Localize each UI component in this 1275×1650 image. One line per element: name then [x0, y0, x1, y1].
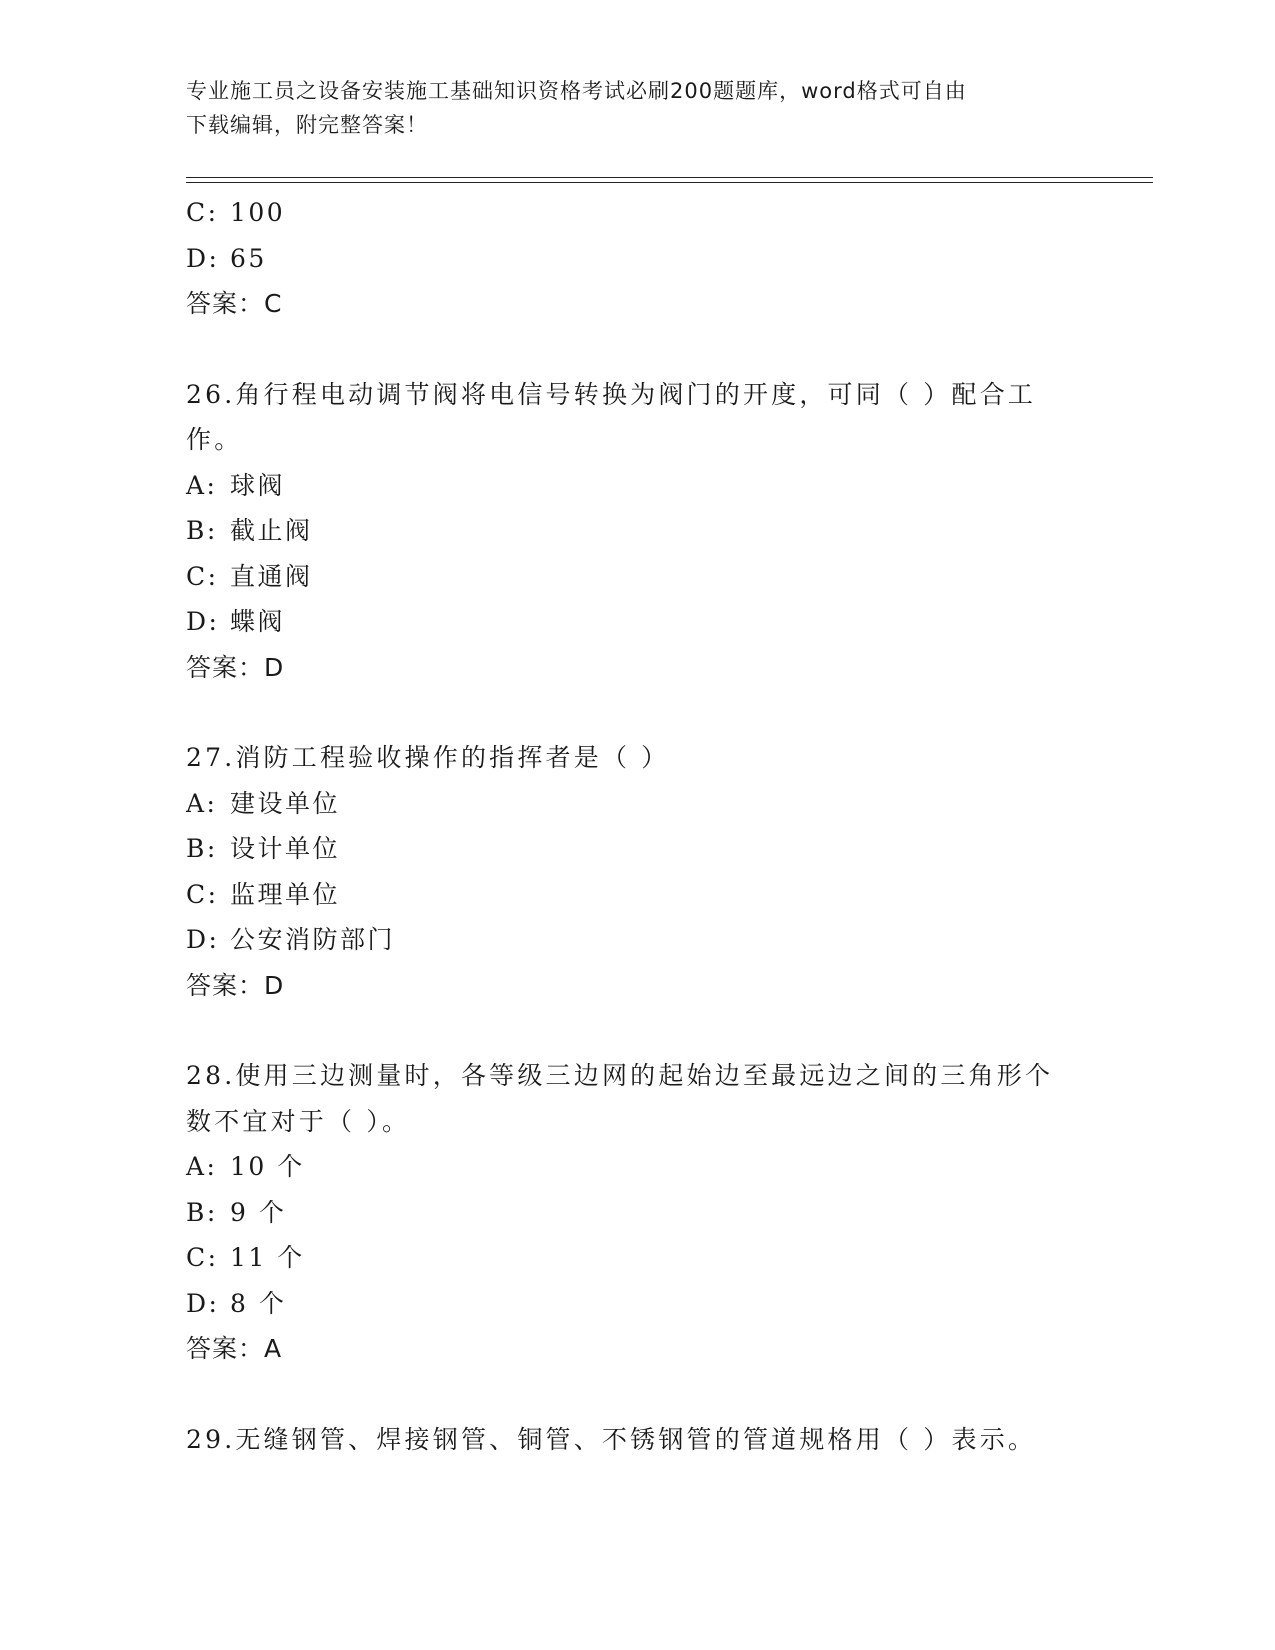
option-text: 建设单位 [230, 788, 341, 818]
question-stem [186, 1417, 1066, 1463]
option-a [186, 463, 1086, 509]
question-27 [186, 735, 1086, 1008]
stem-line-1: 29.无缝钢管、焊接钢管、铜管、不锈钢管的管道规格用（ ）表示。 [186, 1424, 1037, 1454]
question-stem [186, 735, 1066, 781]
option-d [186, 1281, 1086, 1327]
option-d [186, 917, 1086, 963]
option-text: 设计单位 [230, 834, 341, 863]
stem-line-2: 作。 [186, 425, 243, 454]
option-text: 公安消防部门 [230, 925, 396, 954]
option-label: D: [186, 607, 220, 636]
option-label: A: [186, 788, 218, 818]
option-text: 8 个 [230, 1288, 287, 1318]
option-label: C: [186, 561, 219, 591]
spacer [186, 690, 1086, 735]
answer-line: 答案：D [186, 652, 285, 682]
stem-line-1: 26.角行程电动调节阀将电信号转换为阀门的开度，可同（ ）配合工 [186, 379, 1037, 409]
option-a [186, 781, 1086, 827]
document-header [186, 74, 1066, 142]
option-text: 65 [230, 243, 267, 273]
option-c [186, 190, 1086, 236]
prev-question [186, 190, 1086, 327]
header-rule-top [186, 177, 1153, 178]
option-b [186, 826, 1086, 872]
option-text: 9 个 [230, 1197, 287, 1227]
stem-line-1: 28.使用三边测量时，各等级三边网的起始边至最远边之间的三角形个 [186, 1061, 1054, 1090]
question-stem [186, 1053, 1066, 1144]
spacer [186, 327, 1086, 372]
question-stem [186, 372, 1066, 463]
question-list [186, 190, 1086, 1462]
option-text: 直通阀 [230, 561, 313, 591]
option-label: D: [186, 925, 220, 954]
answer-line: 答案：A [186, 1334, 283, 1363]
option-d [186, 236, 1086, 282]
option-b [186, 1190, 1086, 1236]
option-label: C: [186, 879, 219, 909]
option-text: 蝶阀 [230, 607, 286, 636]
option-text: 监理单位 [230, 879, 341, 909]
option-c [186, 554, 1086, 600]
option-text: 10 个 [230, 1152, 305, 1181]
option-text: 100 [230, 198, 286, 227]
question-26 [186, 372, 1086, 691]
option-c [186, 1235, 1086, 1281]
option-label: B: [186, 1197, 218, 1227]
answer-line: 答案：C [186, 289, 283, 318]
answer-line: 答案：D [186, 970, 285, 1000]
option-label: C: [186, 1243, 219, 1272]
option-label: B: [186, 834, 218, 863]
option-text: 11 个 [230, 1243, 305, 1272]
option-label: B: [186, 516, 218, 545]
stem-line-2: 数不宜对于（ ）。 [186, 1106, 411, 1136]
option-label: A: [186, 1152, 218, 1181]
option-d [186, 599, 1086, 645]
option-a [186, 1144, 1086, 1190]
option-text: 截止阀 [230, 516, 313, 545]
question-29 [186, 1417, 1086, 1463]
option-c [186, 872, 1086, 918]
option-label: D: [186, 243, 220, 273]
header-line-2: 下载编辑，附完整答案！ [186, 113, 428, 137]
option-label: D: [186, 1288, 220, 1318]
option-label: A: [186, 470, 218, 500]
spacer [186, 1008, 1086, 1053]
option-label: C: [186, 198, 219, 227]
stem-line-1: 27.消防工程验收操作的指挥者是（ ） [186, 743, 670, 772]
option-b [186, 508, 1086, 554]
spacer [186, 1372, 1086, 1417]
option-text: 球阀 [230, 470, 286, 500]
header-line-1: 专业施工员之设备安装施工基础知识资格考试必刷200题题库，word格式可自由 [186, 79, 967, 103]
header-rule-bottom [186, 182, 1153, 183]
question-28 [186, 1053, 1086, 1372]
